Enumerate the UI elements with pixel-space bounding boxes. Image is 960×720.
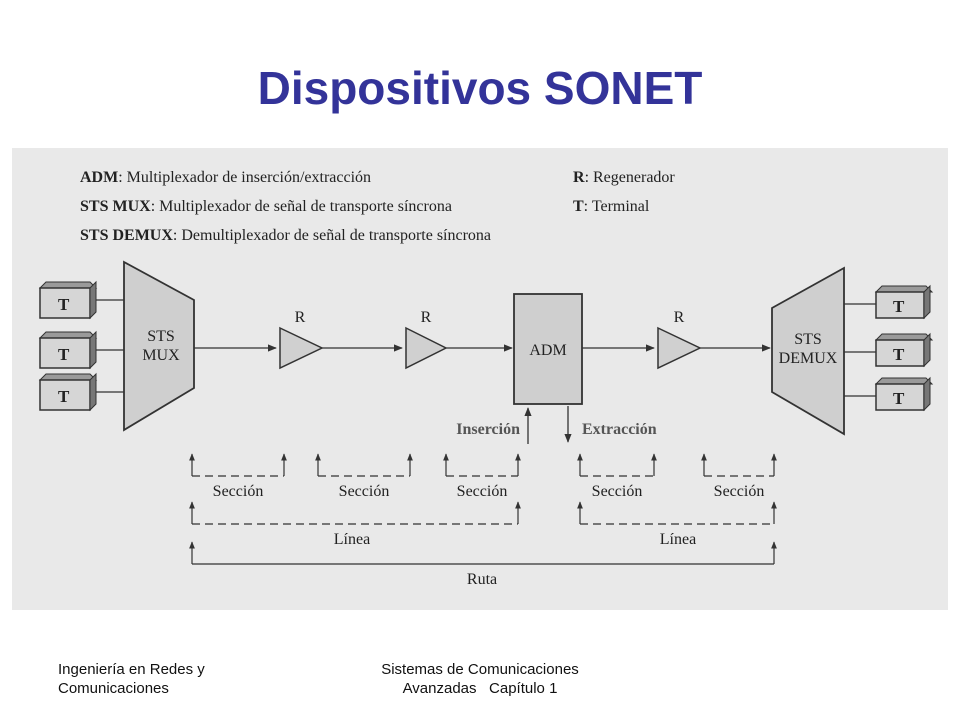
slide-title: Dispositivos SONET <box>257 62 703 114</box>
footer-left <box>58 660 318 698</box>
terminal-box <box>40 282 96 318</box>
terminal-box <box>876 334 932 366</box>
svg-text:R: R <box>673 309 685 326</box>
section-bracket <box>318 454 410 476</box>
insertion-extraction <box>528 406 568 444</box>
section-label: Sección <box>338 483 390 500</box>
terminal-box <box>40 374 96 410</box>
legend-adm: ADM: Multiplexador de inserción/extracción <box>80 169 372 186</box>
footer-center <box>330 660 630 698</box>
regenerator <box>658 309 700 368</box>
line-brackets <box>192 502 774 524</box>
adm-device <box>514 294 582 404</box>
svg-text:T: T <box>58 295 70 314</box>
line-label: Línea <box>333 531 371 548</box>
svg-text:T: T <box>893 345 905 364</box>
regenerator <box>280 309 322 368</box>
section-bracket <box>704 454 774 476</box>
section-label: Sección <box>591 483 643 500</box>
svg-text:T: T <box>893 297 905 316</box>
svg-text:T: T <box>58 387 70 406</box>
demux-terminal-links <box>844 304 876 396</box>
section-bracket <box>192 454 284 476</box>
svg-text:T: T <box>893 389 905 408</box>
line-bracket <box>580 502 774 524</box>
terminal-mux-links <box>96 300 124 392</box>
legend-terminal: T: Terminal <box>573 198 650 215</box>
regenerator <box>406 309 446 368</box>
terminal-box <box>876 378 932 410</box>
section-brackets <box>192 454 774 476</box>
right-terminals <box>876 286 932 410</box>
terminal-box <box>40 332 96 368</box>
section-bracket <box>580 454 654 476</box>
footer-center-line: Avanzadas Capítulo 1 <box>402 680 558 697</box>
legend-regenerator: R: Regenerador <box>573 169 675 186</box>
line-bracket <box>192 502 518 524</box>
svg-text:T: T <box>58 345 70 364</box>
svg-text:R: R <box>420 309 432 326</box>
svg-text:DEMUX: DEMUX <box>778 350 838 367</box>
svg-text:MUX: MUX <box>142 347 180 364</box>
sonet-diagram-figure <box>12 148 948 610</box>
svg-text:R: R <box>294 309 306 326</box>
sts-demux <box>772 268 844 434</box>
extraction-label: Extracción <box>582 421 657 438</box>
svg-text:STS: STS <box>147 328 175 345</box>
section-bracket <box>446 454 518 476</box>
legend-sts-mux: STS MUX: Multiplexador de señal de transporte síncrona <box>80 198 452 215</box>
section-label: Sección <box>456 483 508 500</box>
insertion-label: Inserción <box>456 421 520 438</box>
footer-center-line: Sistemas de Comunicaciones <box>381 661 579 678</box>
svg-text:ADM: ADM <box>529 342 567 359</box>
section-labels <box>213 483 765 500</box>
svg-text:STS: STS <box>794 331 822 348</box>
terminal-box <box>876 286 932 318</box>
line-label: Línea <box>659 531 697 548</box>
path-label: Ruta <box>466 571 498 588</box>
line-labels <box>334 531 696 548</box>
section-label: Sección <box>212 483 264 500</box>
footer-left-line: Comunicaciones <box>58 680 169 697</box>
diagram-legend <box>80 169 675 244</box>
sts-mux <box>124 262 194 430</box>
section-label: Sección <box>713 483 765 500</box>
left-terminals <box>40 282 96 410</box>
legend-sts-demux: STS DEMUX: Demultiplexador de señal de transporte síncrona <box>80 227 492 244</box>
footer-left-line: Ingeniería en Redes y <box>58 661 205 678</box>
